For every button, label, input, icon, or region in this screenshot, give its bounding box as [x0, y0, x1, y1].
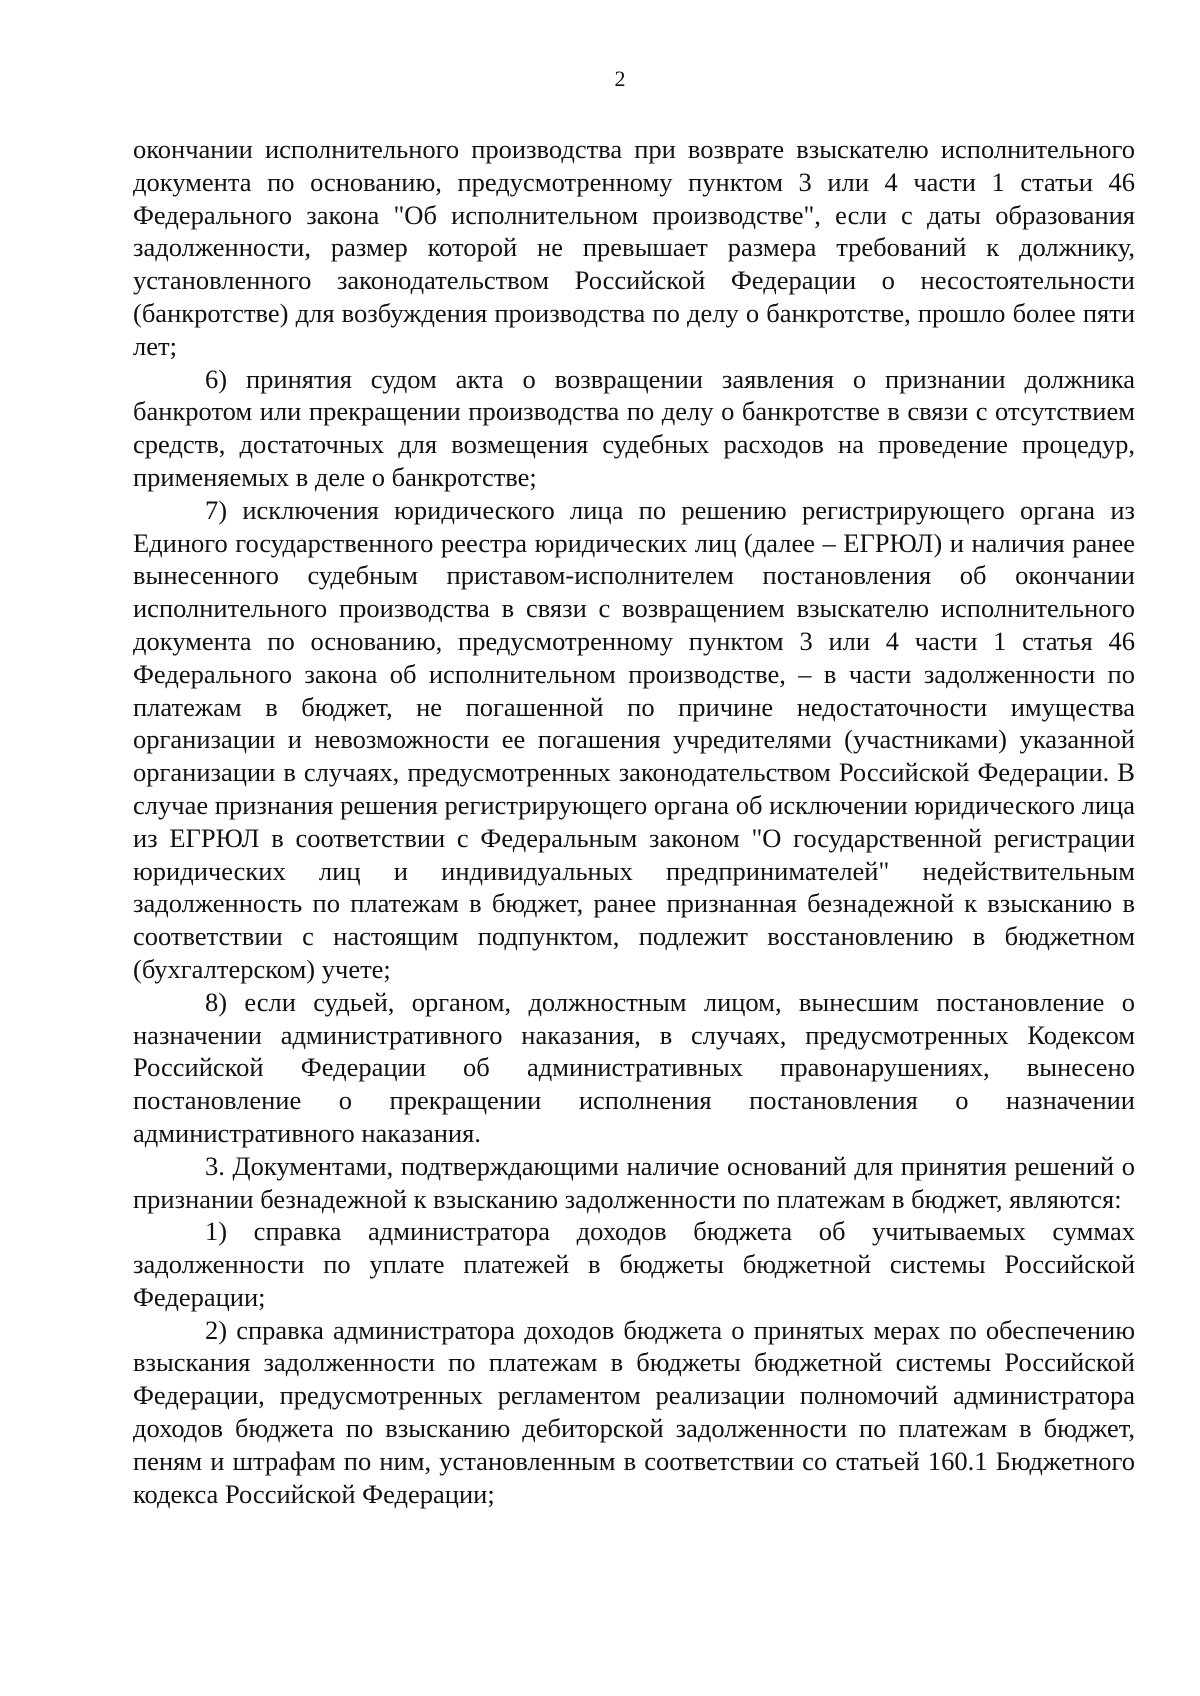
paragraph: окончании исполнительного производства при возврате взыскателю исполнительного документа по основанию, предусмотренному пунктом 3 или 4 части 1 статьи 46 Федерального закона "Об исполнительном производстве", если с даты образования задолженности, размер которой не превышает размера требований к должнику, установленного законодательством Российской Федерации о несостоятельности (банкротстве) для возбуждения производства по делу о банкротстве, прошло более пяти лет; [133, 134, 1135, 361]
paragraph: 6) принятия судом акта о возвращении заявления о признании должника банкротом или прекращении производства по делу о банкротстве в связи с отсутствием средств, достаточных для возмещения судебных расходов на проведение процедур, применяемых в деле о банкротстве; [133, 363, 1135, 492]
paragraph: 3. Документами, подтверждающими наличие оснований для принятия решений о признании безнадежной к взысканию задолженности по платежам в бюджет, являются: [133, 1150, 1135, 1214]
paragraph: 1) справка администратора доходов бюджета об учитываемых суммах задолженности по уплате платежей в бюджеты бюджетной системы Российской Федерации; [133, 1216, 1135, 1312]
paragraph: 7) исключения юридического лица по решению регистрирующего органа из Единого государственного реестра юридических лиц (далее – ЕГРЮЛ) и наличия ранее вынесенного судебным приставом-исполнителем постановления об окончании исполнительного производства в связи с возвращением взыскателю исполнительного документа по основанию, предусмотренному пунктом 3 или 4 части 1 статья 46 Федерального закона об исполнительном производстве, – в части задолженности по платежам в бюджет, не погашенной по причине недостаточности имущества организации и невозможности ее погашения учредителями (участниками) указанной организации в случаях, предусмотренных законодательством Российской Федерации. В случае признания решения регистрирующего органа об исключении юридического лица из ЕГРЮЛ в соответствии с Федеральным законом "О государственной регистрации юридических лиц и индивидуальных предпринимателей" недействительным задолженность по платежам в бюджет, ранее признанная безнадежной к взысканию в соответствии с настоящим подпунктом, подлежит восстановлению в бюджетном (бухгалтерском) учете; [133, 494, 1135, 984]
document-body [133, 133, 1135, 1510]
page-number: 2 [614, 66, 626, 91]
paragraph: 8) если судьей, органом, должностным лицом, вынесшим постановление о назначении административного наказания, в случаях, предусмотренных Кодексом Российской Федерации об административных правонарушениях, вынесено постановление о прекращении исполнения постановления о назначении административного наказания. [133, 986, 1135, 1148]
paragraph: 2) справка администратора доходов бюджета о принятых мерах по обеспечению взыскания задолженности по платежам в бюджеты бюджетной системы Российской Федерации, предусмотренных регламентом реализации полномочий администратора доходов бюджета по взысканию дебиторской задолженности по платежам в бюджет, пеням и штрафам по ним, установленным в соответствии со статьей 160.1 Бюджетного кодекса Российской Федерации; [133, 1314, 1135, 1509]
